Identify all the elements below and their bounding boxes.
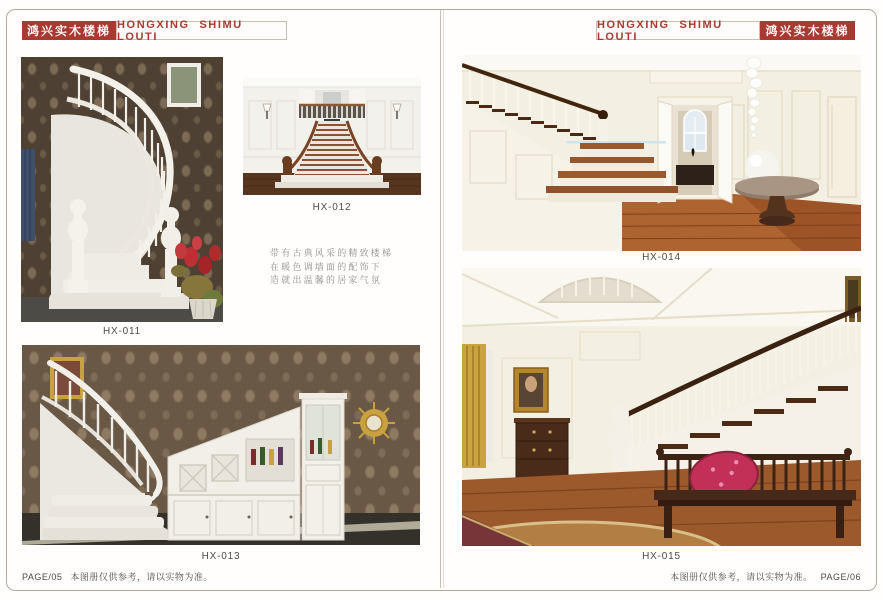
caption-paragraph [270, 247, 393, 288]
photo-label-hx-014: HX-014 [642, 252, 681, 263]
photo-hx-013 [22, 345, 420, 545]
photo-hx-015 [462, 268, 861, 546]
footer-right [670, 570, 861, 583]
caption-line-3: 造就出温馨的居家气氛 [270, 275, 383, 285]
photo-hx-014 [462, 55, 861, 251]
caption-line-2: 在暖色调墙面的配饰下 [270, 261, 383, 272]
page-spine [440, 10, 441, 588]
photo-hx-012 [243, 77, 421, 195]
staircase-foyer-illustration [462, 55, 861, 251]
brand-name-cn-right: 鸿兴实木楼梯 [760, 21, 855, 40]
photo-label-hx-013: HX-013 [201, 551, 241, 562]
footer-left [22, 570, 213, 583]
staircase-cabinet-illustration [22, 345, 420, 545]
footer-right-disclaimer: 本图册仅供参考，请以实物为准。 [670, 572, 813, 582]
staircase-hall-illustration [243, 77, 421, 195]
photo-label-hx-012: HX-012 [312, 202, 352, 213]
staircase-bench-illustration [462, 268, 861, 546]
photo-label-hx-011: HX-011 [103, 326, 141, 337]
photo-label-hx-015: HX-015 [642, 551, 681, 562]
page-spine-highlight [443, 10, 444, 588]
photo-hx-011 [21, 57, 223, 322]
footer-left-disclaimer: 本图册仅供参考，请以实物为准。 [70, 572, 213, 582]
staircase-curved-illustration [21, 57, 223, 322]
brand-name-en-right: HONGXING SHIMU LOUTI [596, 21, 760, 40]
brand-name-cn-left: 鸿兴实木楼梯 [22, 21, 116, 40]
footer-right-page-number: PAGE/06 [820, 572, 861, 582]
footer-left-page-number: PAGE/05 [22, 572, 63, 582]
caption-line-1: 带有古典风采的精致楼梯 [270, 248, 394, 258]
brand-name-en-left: HONGXING SHIMU LOUTI [116, 21, 287, 40]
